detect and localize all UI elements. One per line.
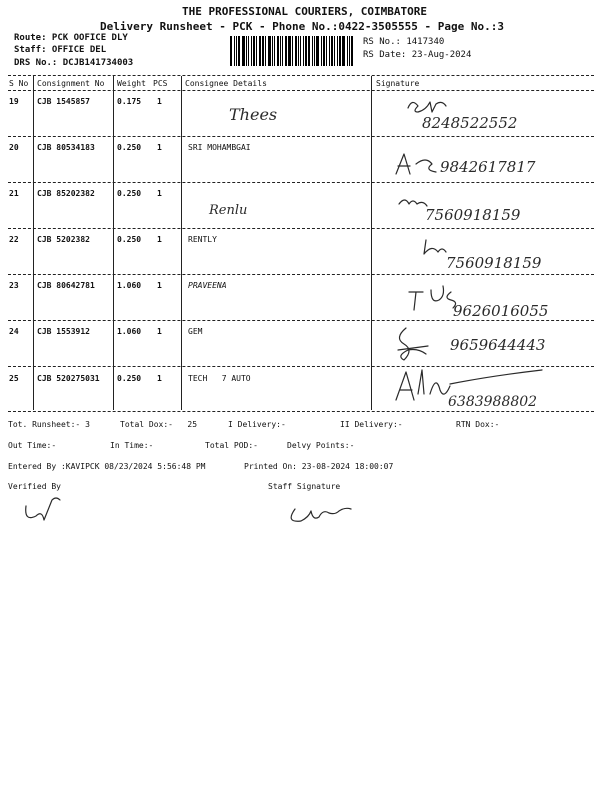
barcode-bar: [349, 36, 350, 66]
company-title: THE PROFESSIONAL COURIERS, COIMBATORE: [182, 5, 428, 18]
signature: [392, 324, 587, 366]
column-header: Signature: [376, 79, 420, 88]
row-sno: 19: [9, 97, 19, 106]
row-weight: 0.250: [117, 235, 142, 244]
i-delivery: I Delivery:-: [228, 420, 286, 429]
barcode-bar: [262, 36, 264, 66]
runsheet-subtitle: Delivery Runsheet - PCK - Phone No.:0422-3505555 - Page No.:3: [100, 20, 504, 33]
row-sno: 23: [9, 281, 19, 290]
barcode-bar: [316, 36, 319, 66]
svg-text:Thees: Thees: [229, 105, 278, 124]
row-consignee: TECH 7 AUTO: [188, 374, 251, 383]
svg-text:7560918159: 7560918159: [446, 254, 542, 272]
barcode-bar: [256, 36, 257, 66]
handwritten-consignee: [225, 100, 305, 130]
barcode-bar: [326, 36, 327, 66]
barcode-bar: [303, 36, 304, 66]
barcode-bar: [236, 36, 237, 66]
row-divider: [8, 136, 594, 137]
column-header: Weight: [117, 79, 146, 88]
svg-text:9842617817: 9842617817: [440, 158, 536, 176]
barcode-bar: [272, 36, 273, 66]
printed-on: Printed On: 23-08-2024 18:00:07: [244, 462, 394, 471]
svg-text:Renlu: Renlu: [209, 203, 248, 218]
row-consignee: GEM: [188, 327, 203, 336]
svg-text:9626016055: 9626016055: [453, 302, 549, 320]
barcode-bar: [337, 36, 338, 66]
barcode-bar: [351, 36, 353, 66]
total-runsheet: Tot. Runsheet:- 3: [8, 420, 90, 429]
svg-text:8248522552: 8248522552: [422, 114, 518, 132]
row-consignment: CJB 520275031: [37, 374, 100, 383]
svg-text:9659644443: 9659644443: [450, 336, 546, 354]
column-divider: [371, 76, 372, 410]
barcode-bar: [274, 36, 275, 66]
row-pcs: 1: [157, 327, 162, 336]
barcode-bar: [312, 36, 313, 66]
row-sno: 21: [9, 189, 19, 198]
out-time: Out Time:-: [8, 441, 57, 450]
drs-number: DRS No.: DCJB141734003: [14, 58, 134, 68]
barcode-bar: [259, 36, 261, 66]
row-consignment: CJB 1545857: [37, 97, 90, 106]
barcode-bar: [342, 36, 345, 66]
staff-signature-label: Staff Signature: [268, 482, 341, 491]
signature: [390, 364, 590, 410]
column-divider: [181, 76, 182, 410]
row-sno: 24: [9, 327, 19, 336]
row-divider: [8, 182, 594, 183]
column-header: PCS: [153, 79, 168, 88]
barcode-bar: [280, 36, 281, 66]
row-consignee: PRAVEENA: [188, 281, 227, 290]
row-sno: 22: [9, 235, 19, 244]
row-consignee: RENTLY: [188, 235, 217, 244]
signature: [390, 146, 585, 182]
signature: [405, 282, 585, 322]
barcode-bar: [238, 36, 240, 66]
staff-signature: [285, 495, 355, 531]
column-header: Consignment No: [37, 79, 105, 88]
row-sno: 20: [9, 143, 19, 152]
row-divider: [8, 320, 594, 321]
column-divider: [113, 76, 114, 410]
barcode-bar: [251, 36, 252, 66]
total-pod: Total POD:-: [205, 441, 258, 450]
entered-by: Entered By :KAVIPCK 08/23/2024 5:56:48 PM: [8, 462, 206, 471]
signature: [400, 94, 575, 136]
barcode-bar: [339, 36, 341, 66]
table-top-border: [8, 75, 594, 76]
barcode-bar: [234, 36, 235, 66]
in-time: In Time:-: [110, 441, 154, 450]
svg-text:6383988802: 6383988802: [448, 394, 538, 410]
barcode-bar: [282, 36, 283, 66]
barcode-bar: [246, 36, 247, 66]
ii-delivery: II Delivery:-: [340, 420, 403, 429]
row-weight: 1.060: [117, 281, 142, 290]
barcode-bar: [277, 36, 279, 66]
signature: [420, 236, 590, 276]
barcode-bar: [305, 36, 307, 66]
row-weight: 0.250: [117, 374, 142, 383]
handwritten-consignee: [205, 196, 285, 222]
rs-number: RS No.: 1417340: [363, 37, 445, 47]
total-dox: Total Dox:- 25: [120, 420, 198, 429]
row-weight: 1.060: [117, 327, 142, 336]
barcode-bar: [253, 36, 255, 66]
barcode-bar: [268, 36, 271, 66]
row-divider: [8, 228, 594, 229]
barcode-bar: [308, 36, 310, 66]
table-header-border: [8, 90, 594, 91]
barcode-bar: [230, 36, 232, 66]
row-consignment: CJB 1553912: [37, 327, 90, 336]
delivery-points: Delvy Points:-: [287, 441, 355, 450]
verifier-signature: [20, 490, 80, 530]
row-pcs: 1: [157, 143, 162, 152]
row-consignment: CJB 5202382: [37, 235, 90, 244]
row-sno: 25: [9, 374, 19, 383]
row-weight: 0.175: [117, 97, 142, 106]
column-header: S No: [9, 79, 29, 88]
row-pcs: 1: [157, 374, 162, 383]
verified-by-label: Verified By: [8, 482, 61, 491]
barcode-bar: [248, 36, 249, 66]
row-consignment: CJB 80534183: [37, 143, 95, 152]
barcode-bar: [314, 36, 315, 66]
barcode-bar: [242, 36, 245, 66]
barcode: [230, 36, 355, 66]
barcode-bar: [298, 36, 299, 66]
barcode-bar: [323, 36, 325, 66]
row-divider: [8, 411, 594, 412]
staff-label: Staff: OFFICE DEL: [14, 45, 107, 55]
row-consignment: CJB 85202382: [37, 189, 95, 198]
row-divider: [8, 274, 594, 275]
route-label: Route: PCK OOFICE DLY: [14, 33, 128, 43]
row-pcs: 1: [157, 235, 162, 244]
row-pcs: 1: [157, 97, 162, 106]
row-consignment: CJB 80642781: [37, 281, 95, 290]
barcode-bar: [292, 36, 293, 66]
barcode-bar: [329, 36, 330, 66]
row-weight: 0.250: [117, 189, 142, 198]
rtn-dox: RTN Dox:-: [456, 420, 500, 429]
column-header: Consignee Details: [185, 79, 267, 88]
barcode-bar: [288, 36, 291, 66]
signature: [395, 190, 585, 230]
row-weight: 0.250: [117, 143, 142, 152]
svg-text:7560918159: 7560918159: [425, 206, 521, 224]
row-pcs: 1: [157, 281, 162, 290]
barcode-bar: [347, 36, 348, 66]
column-divider: [33, 76, 34, 410]
barcode-bar: [334, 36, 335, 66]
barcode-bar: [300, 36, 301, 66]
barcode-bar: [295, 36, 297, 66]
rs-date: RS Date: 23-Aug-2024: [363, 50, 472, 60]
row-pcs: 1: [157, 189, 162, 198]
row-consignee: SRI MOHAMBGAI: [188, 143, 251, 152]
barcode-bar: [331, 36, 333, 66]
barcode-bar: [265, 36, 266, 66]
barcode-bar: [285, 36, 287, 66]
barcode-bar: [321, 36, 322, 66]
